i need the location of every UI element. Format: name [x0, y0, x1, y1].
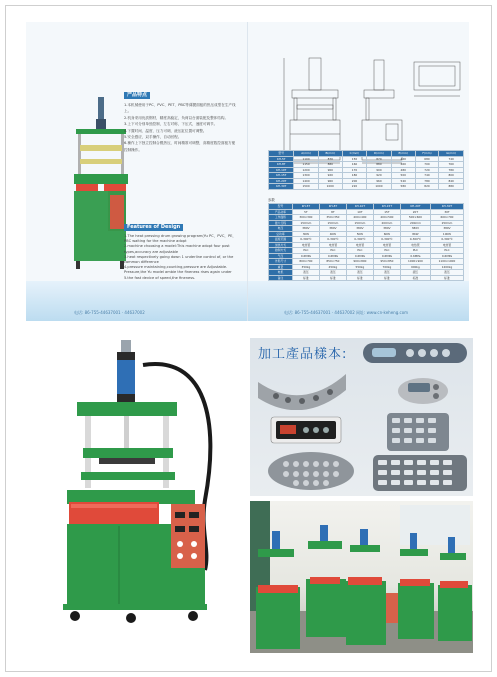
table-cell: KH-10T [269, 167, 294, 173]
table-cell: 850×750 [319, 259, 346, 265]
table-cell: 最大行程 [269, 220, 293, 226]
table-cell: 总功率 [269, 231, 293, 237]
table-cell: 0.6MPa [346, 253, 373, 259]
table-header-cell: G(mm) [439, 151, 464, 157]
table-cell: 电热管 [373, 242, 400, 248]
table-cell: 1100 [294, 156, 318, 162]
table-cell: 1100×1000 [430, 259, 463, 265]
table-cell: 0.6MPa [400, 253, 430, 259]
table-cell: 150mm [292, 220, 319, 226]
table-cell: 0-300℃ [319, 237, 346, 243]
table-cell: 160 [342, 162, 366, 168]
table-cell: 900×800 [346, 259, 373, 265]
table-cell: PLC [292, 248, 319, 254]
feature-cn-1: 1.本机械使用于PC、PVC、PET、PBC等薄膜面板的热压成型在生产线上。 [124, 103, 236, 114]
table-cell: 液压 [400, 270, 430, 276]
table-cell: 1400 [294, 178, 318, 184]
table-cell: 380V [430, 226, 463, 232]
oval-panel-sample [396, 376, 450, 406]
dimension-table [268, 150, 464, 190]
table-cell: 380V [319, 226, 346, 232]
table-cell: 200mm [400, 220, 430, 226]
table-cell: 870 [367, 156, 392, 162]
table-header-cell: KH-20T [400, 204, 430, 210]
table-cell: 气压 [269, 253, 293, 259]
hot-press-machine-photo [55, 340, 230, 630]
table-cell: 电热管 [430, 242, 463, 248]
table-cell: 标准 [319, 275, 346, 281]
table-cell: KH-5T [269, 156, 294, 162]
feature-cn-6: 6.操作上下独立控制合模热压，时间精准可调整，高精度数控面板方便控制操作。 [124, 141, 236, 152]
table-cell: 8T [319, 209, 346, 215]
table-header-cell: C(mm) [342, 151, 366, 157]
table-cell: 720 [415, 167, 439, 173]
table-cell: KH-30T [269, 184, 294, 190]
table-cell: 780 [439, 167, 464, 173]
table-cell: 420 [391, 156, 415, 162]
catalog-brochure [26, 22, 469, 321]
table-cell: 380V [400, 226, 430, 232]
table-cell: 5KW [346, 231, 373, 237]
design-heading: Features of Design [124, 224, 183, 231]
table-header-cell: KH-30T [430, 204, 463, 210]
table-cell: 350kg [292, 264, 319, 270]
rect-keypad-sample [372, 454, 468, 492]
table-cell: 1150 [294, 162, 318, 168]
table-cell: 900 [367, 167, 392, 173]
factory-machines-illustration [250, 501, 473, 653]
table-cell: 500 [391, 173, 415, 179]
table-cell: 备注 [269, 275, 293, 281]
table-cell: KH-15T [269, 173, 294, 179]
technical-drawing [264, 50, 474, 165]
table-cell: 920 [318, 173, 342, 179]
table-row [269, 275, 464, 281]
table-cell: 220 [342, 184, 366, 190]
table-cell: 840 [439, 178, 464, 184]
display-panel-sample [270, 416, 342, 444]
table-cell: 产品功率 [269, 209, 293, 215]
features-list-cn [124, 102, 238, 153]
table-cell: KH-20T [269, 178, 294, 184]
table-cell: 500×600 [400, 215, 430, 221]
table-cell: 标准 [400, 275, 430, 281]
table-cell: 760 [439, 162, 464, 168]
table-header-cell: KH-10T [346, 204, 373, 210]
table-cell: 150 [342, 156, 366, 162]
table-cell: 450kg [319, 264, 346, 270]
table-cell: 电热管 [346, 242, 373, 248]
footer-contact-left: 电话: 86-755-44637001 · 44637002 [74, 310, 145, 315]
table-cell: 8KW [400, 231, 430, 237]
table-cell: 800 [439, 173, 464, 179]
table-cell: 380V [292, 226, 319, 232]
table-cell: 液压 [373, 270, 400, 276]
table-row [269, 184, 464, 190]
table-cell: 0-300℃ [400, 237, 430, 243]
table-cell: 1200kg [430, 264, 463, 270]
table-cell: 400×400 [346, 215, 373, 221]
feature-en-4: 4.pressure maintaining,counting,pressure are Adjustable. Pressure,the Yu model ambie the fineness rises again under [124, 265, 232, 275]
table-cell: 1300 [294, 173, 318, 179]
table-cell: 0-300℃ [292, 237, 319, 243]
table-cell: PLC [319, 248, 346, 254]
table-cell: 700 [415, 162, 439, 168]
table-cell: 控制方式 [269, 248, 293, 254]
table-cell: 0-300℃ [373, 237, 400, 243]
table-header-cell: D(mm) [367, 151, 392, 157]
table-cell: 880 [439, 184, 464, 190]
table-cell: 1500 [294, 184, 318, 190]
table-cell: 900 [318, 167, 342, 173]
table-cell: 0-300℃ [346, 237, 373, 243]
table-cell: 480 [391, 167, 415, 173]
table-cell: 工作面积 [269, 215, 293, 221]
feature-en-1: 1.The heat pressing drum growing program(Yu PC，PVC，PE，PBC waiting for the machine adopt [124, 234, 237, 244]
table-cell: 温度范围 [269, 237, 293, 243]
table-cell: 0.6MPa [430, 253, 463, 259]
table-cell: 740 [415, 173, 439, 179]
table-cell: 液压 [346, 270, 373, 276]
table-cell: 15T [373, 209, 400, 215]
table-cell: 加热方式 [269, 242, 293, 248]
table-cell: 外形尺寸 [269, 259, 293, 265]
table-cell: 200 [342, 178, 366, 184]
table-cell: 950×850 [373, 259, 400, 265]
product-samples-panel [250, 338, 473, 496]
table-cell: 920 [367, 173, 392, 179]
features-list-en [124, 234, 238, 281]
table-cell: 30T [430, 209, 463, 215]
table-cell: 580 [391, 184, 415, 190]
page-fold [247, 22, 248, 321]
factory-floor-photo [250, 501, 473, 653]
table-header-cell: 型号 [269, 204, 293, 210]
table-cell: 540 [391, 178, 415, 184]
table-cell: 电热管 [400, 242, 430, 248]
table-cell: 150mm [346, 220, 373, 226]
table-cell: KH-8T [269, 162, 294, 168]
table-cell: 液压 [292, 270, 319, 276]
membrane-strip-sample [362, 340, 470, 366]
table-cell: PLC [373, 248, 400, 254]
table-cell: 6KW [373, 231, 400, 237]
table-cell: 960 [318, 178, 342, 184]
table-cell: 1000×900 [400, 259, 430, 265]
table-cell: 740 [439, 156, 464, 162]
feature-en-2: 2.machine choosing a model:This machine adopt four post types,accuracy are adjustable [124, 244, 230, 254]
table-cell: 380V [346, 226, 373, 232]
table-cell: 电机 [269, 270, 293, 276]
table-cell: 5T [292, 209, 319, 215]
table-cell: 900kg [400, 264, 430, 270]
table-header-cell: B(mm) [318, 151, 342, 157]
table-cell: 300×300 [292, 215, 319, 221]
table-cell: 200mm [373, 220, 400, 226]
table-cell: 870 [318, 156, 342, 162]
table-cell: 0.6MPa [373, 253, 400, 259]
table-cell: 电热管 [292, 242, 319, 248]
param-label: 参数 [268, 198, 275, 202]
table-header-cell: KH-5T [292, 204, 319, 210]
curved-keypad-sample [254, 368, 350, 410]
oval-keypad-sample [266, 450, 356, 492]
table-cell: 4KW [319, 231, 346, 237]
table-cell: 460 [391, 162, 415, 168]
feature-cn-4: 4.下置时间、温度、压力可调，液压缸位置可调整。 [124, 128, 207, 133]
table-cell: 1000 [367, 184, 392, 190]
table-cell: 0.6MPa [292, 253, 319, 259]
feature-cn-2: 2.机身采用优质钢材，精度高稳定，负荷以台面装配及整体结构。 [124, 115, 229, 120]
table-cell: 液压 [430, 270, 463, 276]
table-cell: 680 [415, 156, 439, 162]
features-heading-cn: 产品特点 [124, 92, 150, 99]
table-cell: 150mm [319, 220, 346, 226]
table-cell: 标准 [292, 275, 319, 281]
table-cell: 重量 [269, 264, 293, 270]
table-header-cell: E(mm) [391, 151, 415, 157]
table-cell: 3KW [292, 231, 319, 237]
table-cell: 960 [367, 178, 392, 184]
table-cell: 电压 [269, 226, 293, 232]
table-header-cell: KH-8T [319, 204, 346, 210]
table-cell: 350×350 [319, 215, 346, 221]
table-cell: 880 [318, 162, 342, 168]
table-cell: 液压 [319, 270, 346, 276]
table-header-cell: A(mm) [294, 151, 318, 157]
table-cell: 10T [346, 209, 373, 215]
table-cell: 0-300℃ [430, 237, 463, 243]
table-cell: 780 [415, 178, 439, 184]
table-cell: 1200 [294, 167, 318, 173]
table-cell: 550kg [346, 264, 373, 270]
table-cell: 20T [400, 209, 430, 215]
footer-contact-right: 电话: 86-755-44637001 · 44637002 网址: www.cn-keheng.com [284, 310, 409, 315]
table-cell: PLC [400, 248, 430, 254]
table-cell: 600×700 [430, 215, 463, 221]
table-cell: PLC [430, 248, 463, 254]
table-cell: 400×500 [373, 215, 400, 221]
parameter-table [268, 203, 464, 281]
table-cell: 820 [415, 184, 439, 190]
table-cell: 1000 [318, 184, 342, 190]
table-cell: 250mm [430, 220, 463, 226]
table-cell: 0.6MPa [319, 253, 346, 259]
feature-cn-3: 3.上下可分别单独控制，左右对称，下压式，速度可调节。 [124, 122, 218, 127]
table-cell: 700kg [373, 264, 400, 270]
table-cell: 标准 [430, 275, 463, 281]
feature-en-5: 5.the fast device of speed,the fineness. [124, 275, 196, 280]
table-cell: 标准 [373, 275, 400, 281]
table-cell: 180 [342, 173, 366, 179]
table-header-cell: 型号 [269, 151, 294, 157]
table-cell: 800×700 [292, 259, 319, 265]
table-cell: 电热管 [319, 242, 346, 248]
table-cell: 170 [342, 167, 366, 173]
table-cell: 10KW [430, 231, 463, 237]
table-header-cell: KH-15T [373, 204, 400, 210]
table-cell: 标准 [346, 275, 373, 281]
table-cell: 380V [373, 226, 400, 232]
table-header-cell: F(mm) [415, 151, 439, 157]
button-keypad-sample [386, 412, 450, 452]
feature-en-3: 3.heat respectively going down 1 underline control of, or the common difference [124, 254, 234, 265]
table-cell: PLC [346, 248, 373, 254]
feature-cn-5: 5.安全感应，双手操作，自动回程。 [124, 135, 182, 140]
samples-title: 加工產品樣本: [258, 347, 348, 362]
table-cell: 880 [367, 162, 392, 168]
